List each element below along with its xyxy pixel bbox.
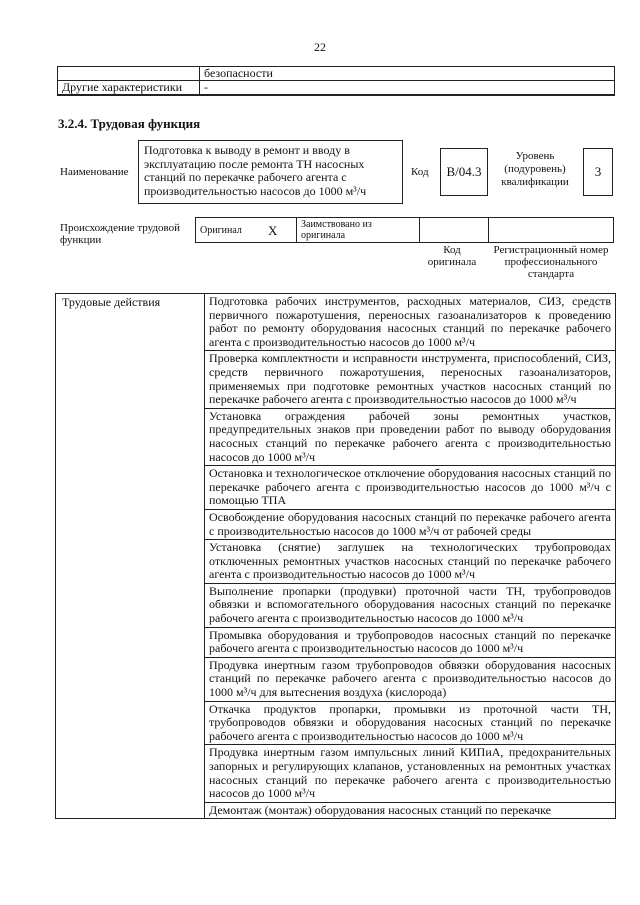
labor-action-item: Выполнение пропарки (продувки) проточной части ТН, трубопроводов обвязки и вспомогательного оборудования насосных станций по перекачке рабочего агента с производительностью насосов до 1000 м³/ч [205,583,616,627]
function-name-box: Подготовка к выводу в ремонт и вводу в эксплуатацию после ремонта ТН насосных станций по перекачке рабочего агента с производительностью насосов до 1000 м³/ч [138,140,403,204]
table-cell: - [200,81,615,96]
code-label: Код [411,166,429,178]
reg-number-cell [489,218,614,243]
origin-table [195,217,614,243]
borrowed-label: Заимствовано из оригинала [297,218,420,243]
labor-action-item: Откачка продуктов пропарки, промывки из проточной части ТН, трубопроводов обвязки и оборудования насосных станций по перекачке рабочего агента с производительностью насосов до 1000 м³/ч [205,701,616,745]
characteristics-table [57,66,615,96]
labor-action-item: Проверка комплектности и исправности инструмента, приспособлений, СИЗ, средств первичного пожаротушения, переносных газоанализаторов, применяемых при подготовке ремонтных участков насосных станций по перекачке рабочего агента с производительностью насосов до 1000 м³/ч [205,351,616,408]
function-code-box: В/04.3 [440,148,488,196]
labor-action-item: Установка (снятие) заглушек на технологических трубопроводах отключенных ремонтных участков насосных станций по перекачке рабочего агента с производительностью насосов до 1000 м³/ч [205,540,616,584]
reg-number-caption: Регистрационный номер профессионального стандарта [493,244,609,280]
section-title: 3.2.4. Трудовая функция [58,116,201,131]
level-value-box: 3 [583,148,613,196]
labor-action-item: Продувка инертным газом трубопроводов обвязки оборудования насосных станций по перекачке рабочего агента с производительностью насосов до 1000 м³/ч для вытеснения воздуха (кислорода) [205,657,616,701]
original-label: Оригинал [196,218,265,243]
code-original-cell [420,218,489,243]
level-label: Уровень (подуровень) квалификации [501,150,569,188]
table-row [56,294,616,351]
code-original-caption: Код оригинала [427,244,477,268]
table-cell: Другие характеристики [58,81,200,96]
labor-actions-table [55,293,616,819]
labor-action-item: Демонтаж (монтаж) оборудования насосных станций по перекачке [205,802,616,819]
labor-action-item: Остановка и технологическое отключение оборудования насосных станций по перекачке рабочего агента с производительностью насосов до 1000 м³/ч с помощью ТПА [205,466,616,510]
labor-action-item: Установка ограждения рабочей зоны ремонтных участков, предупредительных знаков при проведении работ по выводу оборудования насосных станций по перекачке рабочего агента с производительностью насосов до 1000 м³/ч [205,408,616,465]
origin-label: Происхождение трудовой функции [60,222,181,246]
table-row [58,81,615,96]
labor-action-item: Освобождение оборудования насосных станций по перекачке рабочего агента с производительностью насосов до 1000 м³/ч от рабочей среды [205,509,616,539]
labor-actions-header: Трудовые действия [56,294,205,819]
table-cell: безопасности [200,67,615,81]
table-cell [58,67,200,81]
labor-action-item: Промывка оборудования и трубопроводов насосных станций по перекачке рабочего агента с производительностью насосов до 1000 м³/ч [205,627,616,657]
labor-action-item: Продувка инертным газом импульсных линий КИПиА, предохранительных запорных и регулирующих клапанов, установленных на ремонтных участках насосных станций по перекачке рабочего агента с производительностью насосов до 1000 м³/ч [205,745,616,802]
table-row [196,218,614,243]
name-label: Наименование [60,166,129,178]
original-mark: X [264,218,297,243]
labor-action-item: Подготовка рабочих инструментов, расходных материалов, СИЗ, средств первичного пожаротушения, переносных газоанализаторов к проведению работ по ремонту оборудования насосных станций по перекачке рабочего агента с производительностью насосов до 1000 м³/ч [205,294,616,351]
page-number: 22 [314,40,326,54]
table-row [58,67,615,81]
